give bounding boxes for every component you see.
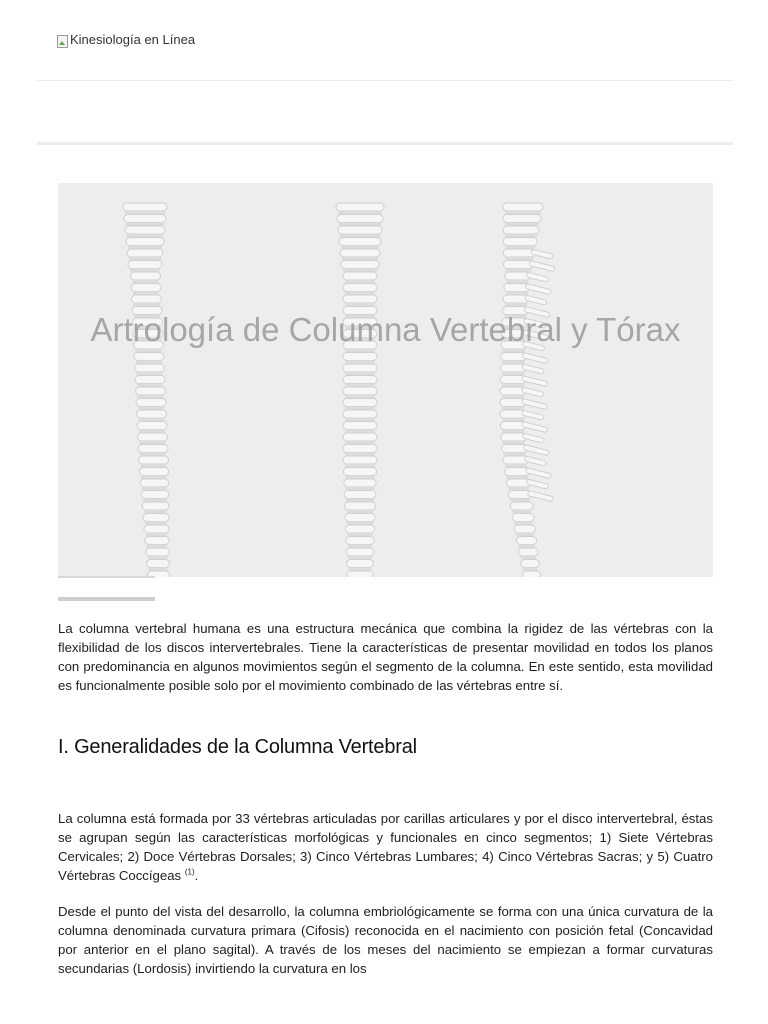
spine-center-disc bbox=[345, 453, 375, 456]
spine-left-disc bbox=[126, 223, 164, 226]
spine-center-vertebra bbox=[343, 387, 377, 395]
spine-center-disc bbox=[345, 407, 375, 410]
spine-right-vertebra bbox=[503, 238, 537, 246]
spine-center-disc bbox=[345, 280, 375, 283]
spine-center-disc bbox=[347, 510, 374, 513]
spine-left-disc bbox=[139, 418, 165, 421]
title-accent-bar bbox=[58, 597, 155, 601]
spine-left-disc bbox=[128, 246, 162, 249]
spine-left-vertebra bbox=[144, 525, 169, 533]
spine-left-vertebra bbox=[136, 399, 166, 407]
spine-center-vertebra bbox=[340, 249, 380, 257]
spine-left-vertebra bbox=[135, 364, 165, 372]
spine-right-disc bbox=[503, 441, 525, 444]
spine-right-vertebra bbox=[516, 537, 536, 545]
spine-center-vertebra bbox=[343, 433, 377, 441]
spine-center-disc bbox=[345, 464, 375, 467]
spine-center-disc bbox=[345, 372, 375, 375]
spine-left-vertebra bbox=[131, 284, 161, 292]
spine-left-disc bbox=[144, 510, 167, 513]
spine-center-disc bbox=[345, 395, 375, 398]
spine-center-disc bbox=[349, 568, 372, 571]
spine-right-disc bbox=[502, 430, 524, 433]
spine-left-disc bbox=[133, 292, 159, 295]
spine-left-disc bbox=[147, 545, 167, 548]
spine-left-vertebra bbox=[139, 468, 168, 476]
spine-left-disc bbox=[145, 522, 167, 525]
spine-right-disc bbox=[505, 246, 535, 249]
spine-right-vertebra bbox=[503, 215, 541, 223]
spine-right-process bbox=[521, 376, 547, 387]
spine-right-process bbox=[525, 284, 551, 295]
hero-title: Artrología de Columna Vertebral y Tórax bbox=[90, 311, 681, 348]
spine-right-process bbox=[522, 433, 545, 443]
spine-left-disc bbox=[133, 280, 159, 283]
spine-center-vertebra bbox=[343, 468, 376, 476]
spine-left-disc bbox=[137, 384, 163, 387]
spine-center-vertebra bbox=[343, 456, 377, 464]
spine-left-vertebra bbox=[123, 203, 167, 211]
spine-right-disc bbox=[508, 487, 528, 490]
spine-right-process bbox=[524, 295, 547, 305]
spine-right-process bbox=[529, 261, 555, 272]
spine-left-vertebra bbox=[143, 514, 169, 522]
spine-right-disc bbox=[523, 568, 538, 571]
spine-center-disc bbox=[345, 476, 374, 479]
spine-left-disc bbox=[142, 487, 166, 490]
intro-paragraph: La columna vertebral humana es una estructura mecánica que combina la rigidez de las vértebras con la flexibilidad de los discos intervertebrales. Tiene la características de presentar movilidad en todos los planos con predominancia en algunos movimientos según el segmento de la columna. En este sentido, esta movilidad es funcionalmente posible solo por el movimiento combinado de las vértebras entre sí. bbox=[58, 621, 713, 693]
spine-center-vertebra bbox=[343, 399, 377, 407]
spine-left-disc bbox=[141, 464, 167, 467]
spine-center-disc bbox=[348, 556, 372, 559]
spine-right-disc bbox=[503, 361, 525, 364]
spine-right-disc bbox=[505, 234, 537, 237]
spine-right-disc bbox=[520, 556, 536, 559]
vertebrae-text: La columna está formada por 33 vértebras articuladas por carillas articulares y por el disco intervertebral, éstas se agrupan según las características morfológicas y funcionales en cinco segmentos; 1) Siete Vértebras Cervicales; 2) Doce Vértebras Dorsales; 3) Cinco Vértebras Lumbares; 4) Cinco Vértebras Sacras; y 5) Cuatro Vértebras Coccígeas bbox=[58, 811, 713, 883]
spine-center-vertebra bbox=[344, 491, 376, 499]
spine-center-disc bbox=[346, 487, 374, 490]
spine-left-disc bbox=[141, 476, 166, 479]
spine-left-disc bbox=[149, 568, 168, 571]
development-paragraph: Desde el punto del vista del desarrollo, la columna embriológicamente se forma con una única curvatura de la columna denominada curvatura primara (Cifosis) reconocida en el nacimiento con posición fetal (Concavidad por anterior en el plano sagital). A través de los meses del nacimiento se empiezan a formar curvaturas secundarias (Lordosis) invirtiendo la curvatura en los bbox=[58, 904, 713, 976]
spine-right-process bbox=[523, 445, 549, 456]
vertebrae-paragraph bbox=[58, 809, 713, 885]
spine-center-disc bbox=[345, 384, 375, 387]
spine-left-vertebra bbox=[136, 387, 166, 395]
spine-illustration bbox=[58, 183, 713, 577]
spine-left-vertebra bbox=[132, 295, 162, 303]
spine-right-process bbox=[521, 410, 544, 420]
header-divider bbox=[37, 142, 733, 145]
spine-center-vertebra bbox=[343, 272, 377, 280]
spine-left-disc bbox=[125, 211, 165, 214]
spine-center-disc bbox=[342, 257, 378, 260]
spine-left-vertebra bbox=[139, 456, 169, 464]
spine-right-disc bbox=[502, 372, 524, 375]
site-header bbox=[37, 0, 733, 81]
spine-center-disc bbox=[347, 533, 372, 536]
spine-center-disc bbox=[340, 234, 380, 237]
spine-left-vertebra bbox=[124, 215, 166, 223]
spine-left-disc bbox=[138, 395, 164, 398]
spine-right-disc bbox=[504, 453, 526, 456]
spine-right-process bbox=[527, 491, 553, 502]
spine-center-vertebra bbox=[339, 238, 381, 246]
spine-right-disc bbox=[510, 499, 530, 502]
spine-left-vertebra bbox=[145, 537, 169, 545]
spine-right-disc bbox=[506, 292, 528, 295]
spine-center-vertebra bbox=[341, 261, 379, 269]
spine-center-vertebra bbox=[343, 284, 377, 292]
spine-right-disc bbox=[505, 269, 531, 272]
spine-right-disc bbox=[505, 223, 539, 226]
spine-center-vertebra bbox=[343, 295, 377, 303]
broken-image-icon bbox=[57, 35, 69, 48]
spine-left-disc bbox=[138, 407, 164, 410]
spine-center-disc bbox=[345, 418, 375, 421]
spine-right-process bbox=[526, 272, 549, 282]
spine-center-disc bbox=[345, 430, 375, 433]
spine-left-disc bbox=[127, 234, 163, 237]
spine-center-disc bbox=[345, 361, 375, 364]
spine-center-vertebra bbox=[345, 502, 376, 510]
spine-right-disc bbox=[502, 418, 524, 421]
spine-left-vertebra bbox=[137, 422, 167, 430]
spine-center-disc bbox=[347, 522, 373, 525]
spine-right-disc bbox=[505, 257, 533, 260]
spine-right-disc bbox=[507, 476, 528, 479]
spine-right-disc bbox=[505, 211, 541, 214]
spine-right-process bbox=[524, 456, 547, 466]
spine-left-vertebra bbox=[142, 502, 169, 510]
spine-left-vertebra bbox=[127, 249, 163, 257]
spine-left-disc bbox=[130, 269, 160, 272]
spine-left-vertebra bbox=[131, 272, 161, 280]
spine-center-vertebra bbox=[347, 560, 374, 568]
reference-link[interactable]: (1) bbox=[184, 867, 195, 877]
spine-left-disc bbox=[148, 556, 168, 559]
spine-right-disc bbox=[507, 280, 529, 283]
spine-right-process bbox=[521, 399, 547, 410]
spine-center-vertebra bbox=[343, 422, 377, 430]
spine-right-vertebra bbox=[510, 502, 533, 510]
spine-right-vertebra bbox=[503, 249, 535, 257]
spine-center-disc bbox=[343, 269, 377, 272]
spine-right-disc bbox=[514, 522, 532, 525]
spine-right-disc bbox=[512, 510, 531, 513]
spine-center-vertebra bbox=[343, 445, 377, 453]
spine-center-disc bbox=[348, 545, 372, 548]
spine-left-disc bbox=[143, 499, 167, 502]
spine-left-disc bbox=[140, 441, 166, 444]
spine-center-vertebra bbox=[345, 514, 375, 522]
spine-right-disc bbox=[518, 545, 534, 548]
spine-right-disc bbox=[505, 464, 527, 467]
spine-left-vertebra bbox=[140, 479, 168, 487]
spine-center-disc bbox=[345, 441, 375, 444]
spine-center-vertebra bbox=[338, 226, 382, 234]
spine-center-vertebra bbox=[343, 364, 377, 372]
spine-left-vertebra bbox=[126, 238, 164, 246]
site-logo-link[interactable] bbox=[57, 33, 200, 48]
spine-center-disc bbox=[345, 292, 375, 295]
spine-right-process bbox=[522, 422, 548, 433]
spine-center-vertebra bbox=[346, 537, 374, 545]
spine-left-disc bbox=[146, 533, 167, 536]
spine-right-vertebra bbox=[503, 226, 539, 234]
spine-center-vertebra bbox=[346, 548, 374, 556]
spine-center-vertebra bbox=[343, 410, 377, 418]
spine-right-vertebra bbox=[512, 514, 534, 522]
spine-center-disc bbox=[341, 246, 379, 249]
spine-right-vertebra bbox=[514, 525, 535, 533]
spine-center-vertebra bbox=[337, 215, 383, 223]
spine-left-vertebra bbox=[146, 548, 170, 556]
vertebrae-end: . bbox=[194, 868, 199, 883]
spine-right-disc bbox=[502, 395, 524, 398]
spine-center-disc bbox=[339, 223, 381, 226]
spine-right-disc bbox=[502, 407, 524, 410]
spine-left-vertebra bbox=[125, 226, 165, 234]
spine-right-process bbox=[522, 364, 545, 374]
site-logo-alt-text: Kinesiología en Línea bbox=[70, 32, 196, 47]
spine-center-vertebra bbox=[347, 571, 373, 577]
spine-right-vertebra bbox=[523, 571, 541, 577]
spine-left-vertebra bbox=[128, 261, 162, 269]
hero-banner bbox=[58, 183, 713, 577]
spine-right-process bbox=[531, 249, 554, 259]
spine-right-process bbox=[526, 479, 549, 489]
spine-left-disc bbox=[140, 453, 166, 456]
spine-right-vertebra bbox=[518, 548, 538, 556]
spine-right-disc bbox=[516, 533, 533, 536]
spine-left-vertebra bbox=[138, 433, 168, 441]
spine-left-vertebra bbox=[135, 376, 165, 384]
spine-left-vertebra bbox=[141, 491, 169, 499]
spine-center-disc bbox=[338, 211, 382, 214]
hero-underline bbox=[58, 576, 155, 578]
spine-center-vertebra bbox=[345, 525, 374, 533]
spine-left-disc bbox=[137, 372, 163, 375]
spine-left-disc bbox=[139, 430, 165, 433]
spine-right-process bbox=[521, 387, 544, 397]
section-heading: I. Generalidades de la Columna Vertebral bbox=[58, 736, 417, 758]
spine-left-disc bbox=[129, 257, 161, 260]
spine-right-vertebra bbox=[521, 560, 540, 568]
spine-center-disc bbox=[346, 499, 374, 502]
spine-center-vertebra bbox=[344, 479, 376, 487]
spine-left-disc bbox=[136, 361, 162, 364]
spine-right-process bbox=[525, 468, 551, 479]
spine-center-vertebra bbox=[343, 376, 377, 384]
spine-right-disc bbox=[502, 384, 524, 387]
spine-left-vertebra bbox=[147, 560, 170, 568]
spine-right-vertebra bbox=[503, 203, 543, 211]
spine-center-vertebra bbox=[336, 203, 384, 211]
spine-left-vertebra bbox=[137, 410, 167, 418]
spine-left-vertebra bbox=[138, 445, 168, 453]
